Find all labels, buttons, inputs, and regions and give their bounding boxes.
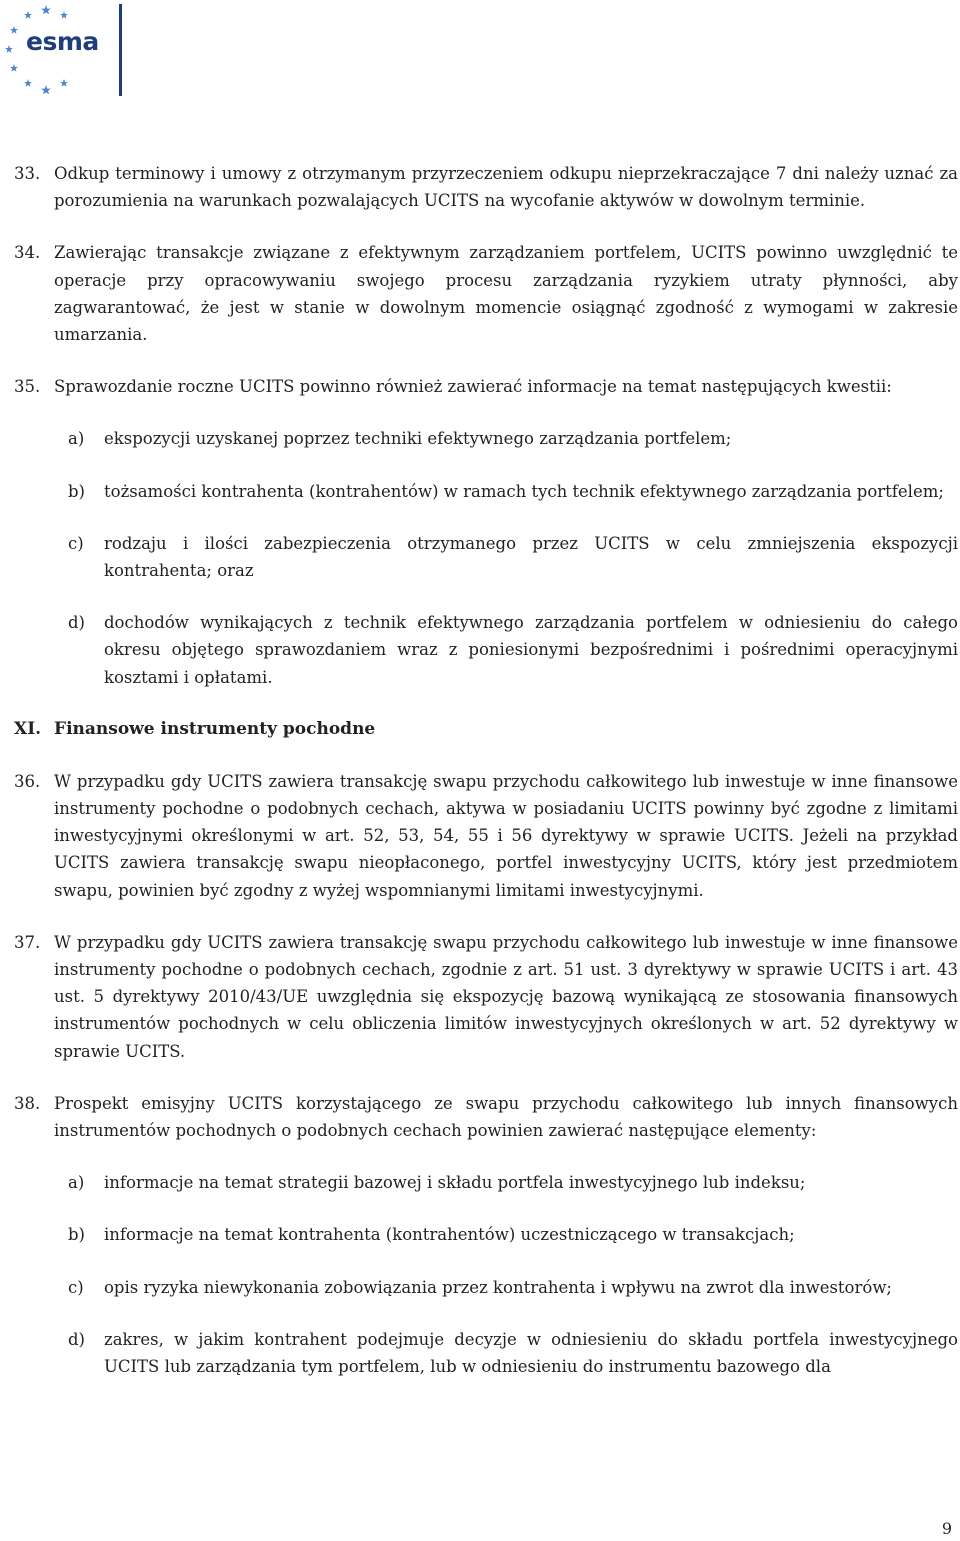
paragraph-number: 35.	[14, 377, 41, 397]
paragraph-text: Zawierając transakcje związane z efektywnym zarządzaniem portfelem, UCITS powinno uwzględnić te operacje przy opracowywaniu swojego procesu zarządzania ryzykiem utraty płynności, aby zagwarantować, że jest w stanie w dowolnym momencie osiągnąć zgodność z wymogami w zakresie umarzania.	[54, 243, 958, 345]
list-item	[14, 1169, 958, 1196]
list-label: d)	[68, 613, 85, 633]
list-item	[14, 1326, 958, 1380]
list-label: d)	[68, 1329, 85, 1349]
paragraph-34	[14, 239, 958, 348]
paragraph-number: 37.	[14, 932, 41, 952]
paragraph-35	[14, 373, 958, 400]
list-label: b)	[68, 481, 85, 501]
list-text: zakres, w jakim kontrahent podejmuje decyzje w odniesieniu do składu portfela inwestycyjnego UCITS lub zarządzania tym portfelem, lub w odniesieniu do instrumentu bazowego dla	[104, 1329, 958, 1377]
section-heading	[14, 716, 958, 743]
paragraph-number: 33.	[14, 164, 41, 183]
list-item	[14, 1274, 958, 1301]
logo-divider	[119, 4, 122, 96]
list-label: a)	[68, 1173, 85, 1193]
paragraph-text: Sprawozdanie roczne UCITS powinno również zawierać informacje na temat następujących kwestii:	[54, 377, 892, 397]
paragraph-number: 34.	[14, 243, 41, 263]
paragraph-text: W przypadku gdy UCITS zawiera transakcję swapu przychodu całkowitego lub inwestuje w inne finansowe instrumenty pochodne o podobnych cechach, zgodnie z art. 51 ust. 3 dyrektywy w sprawie UCITS i art. 43 ust. 5 dyrektywy 2010/43/UE uwzględnia się ekspozycję bazową wynikającą ze stosowania finansowych instrumentów pochodnych w celu obliczenia limitów inwestycyjnych określonych w art. 52 dyrektywy w sprawie UCITS.	[54, 932, 958, 1061]
list-text: ekspozycji uzyskanej poprzez techniki efektywnego zarządzania portfelem;	[104, 429, 732, 449]
list-item	[14, 478, 958, 505]
paragraph-text: Prospekt emisyjny UCITS korzystającego ze swapu przychodu całkowitego lub innych finansowych instrumentów pochodnych o podobnych cechach powinien zawierać następujące elementy:	[54, 1093, 958, 1141]
list-text: dochodów wynikających z technik efektywnego zarządzania portfelem w odniesieniu do całego okresu objętego sprawozdaniem wraz z poniesionymi bezpośrednimi i pośrednimi operacyjnymi kosztami i opłatami.	[104, 613, 958, 687]
list-text: informacje na temat strategii bazowej i składu portfela inwestycyjnego lub indeksu;	[104, 1173, 806, 1193]
list-label: b)	[68, 1225, 85, 1245]
list-text: rodzaju i ilości zabezpieczenia otrzymanego przez UCITS w celu zmniejszenia ekspozycji kontrahenta; oraz	[104, 533, 958, 581]
section-number: XI.	[14, 718, 42, 739]
paragraph-33	[14, 160, 958, 214]
list-item	[14, 609, 958, 691]
page-number: 9	[941, 1519, 952, 1538]
paragraph-36	[14, 768, 958, 904]
paragraph-37	[14, 929, 958, 1065]
list-text: informacje na temat kontrahenta (kontrahentów) uczestniczącego w transakcjach;	[104, 1225, 795, 1245]
esma-logo	[0, 0, 130, 100]
paragraph-number: 38.	[14, 1093, 41, 1113]
document-body	[14, 160, 958, 1380]
list-item	[14, 530, 958, 584]
list-text: opis ryzyka niewykonania zobowiązania przez kontrahenta i wpływu na zwrot dla inwestorów;	[104, 1277, 892, 1297]
list-label: c)	[68, 1277, 84, 1297]
paragraph-text: W przypadku gdy UCITS zawiera transakcję swapu przychodu całkowitego lub inwestuje w inne finansowe instrumenty pochodne o podobnych cechach, aktywa w posiadaniu UCITS powinny być zgodne z limitami inwestycyjnymi określonymi w art. 52, 53, 54, 55 i 56 dyrektywy w sprawie UCITS. Jeżeli na przykład UCITS zawiera transakcję swapu nieopłaconego, portfel inwestycyjny UCITS, który jest przedmiotem swapu, powinien być zgodny z wyżej wspomnianymi limitami inwestycyjnymi.	[54, 771, 958, 900]
paragraph-text: Odkup terminowy i umowy z otrzymanym przyrzeczeniem odkupu nieprzekraczające 7 dni należy uznać za porozumienia na warunkach pozwalających UCITS na wycofanie aktywów w dowolnym terminie.	[54, 164, 958, 211]
list-label: a)	[68, 429, 85, 449]
section-title: Finansowe instrumenty pochodne	[54, 718, 376, 739]
list-label: c)	[68, 533, 84, 553]
list-item	[14, 425, 958, 452]
list-text: tożsamości kontrahenta (kontrahentów) w ramach tych technik efektywnego zarządzania portfelem;	[104, 481, 944, 501]
paragraph-38	[14, 1090, 958, 1144]
paragraph-number: 36.	[14, 771, 41, 791]
list-item	[14, 1221, 958, 1248]
logo-wordmark: esma	[26, 27, 99, 56]
